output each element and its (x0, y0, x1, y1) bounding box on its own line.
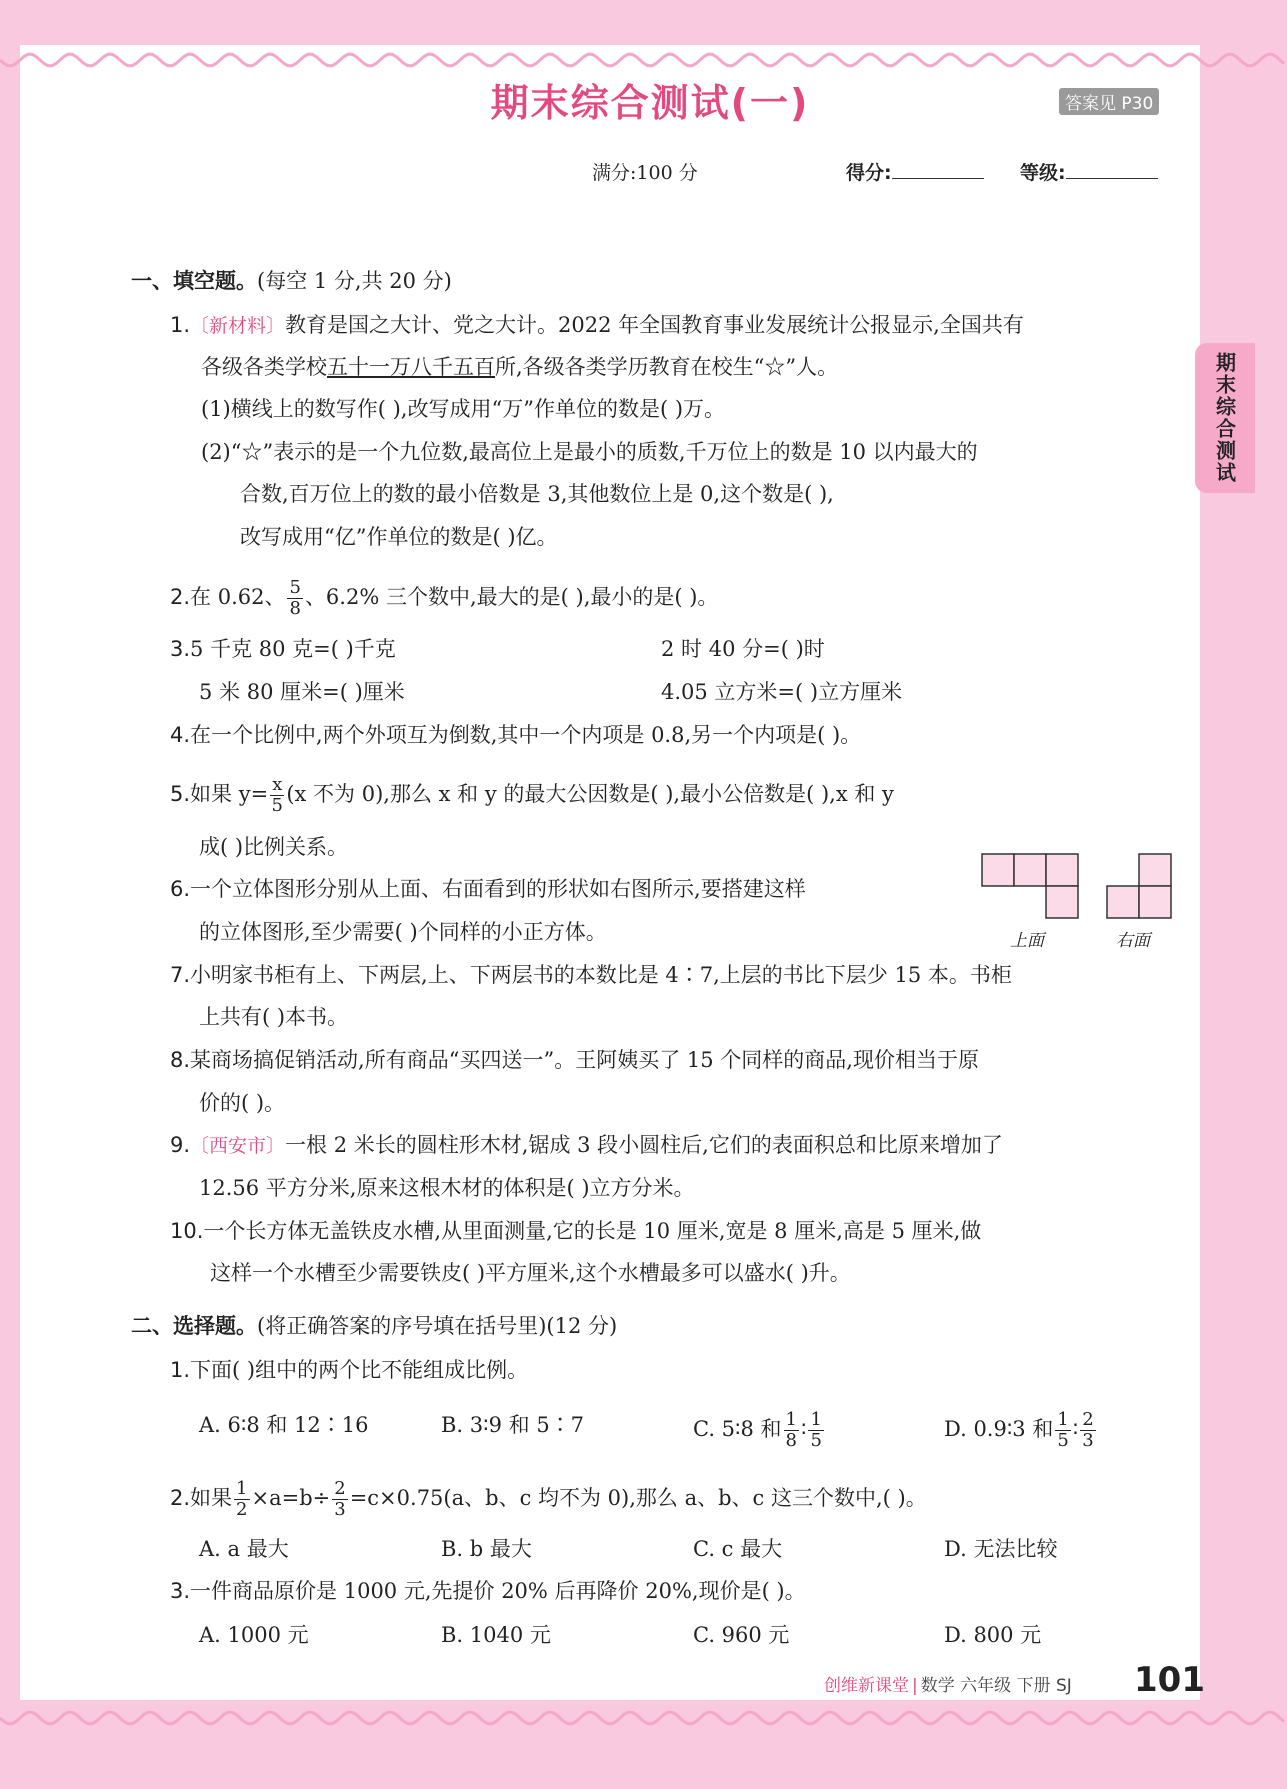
s2-q1-c-frac2 (808, 1410, 823, 1451)
frac-num: 1 (236, 1478, 248, 1499)
s2-q2-frac1 (234, 1479, 249, 1520)
footer-brand: 创维新课堂 (824, 1676, 909, 1696)
q8-line1 (170, 1045, 979, 1075)
q5-frac-den: 5 (271, 795, 283, 816)
grade-label: 等级: (1020, 162, 1066, 184)
section2-heading (131, 1311, 617, 1341)
q2-text-b: 、6.2% 三个数中,最大的是( ),最小的是( )。 (304, 585, 719, 609)
footer-book-info: 数学 六年级 下册 SJ (920, 1676, 1072, 1696)
s2-q1-d-frac2 (1080, 1410, 1095, 1451)
q2-frac-den: 8 (289, 598, 301, 619)
q1-line1 (170, 310, 1024, 341)
s2-q3-option-b: B. 1040 元 (441, 1623, 551, 1647)
q1-sub2-line2: 合数,百万位上的数的最小倍数是 3,其他数位上是 0,这个数是( ), (240, 482, 834, 506)
s2-q3-number: 3. (170, 1579, 191, 1603)
q2-line (170, 578, 718, 619)
right-view-label: 右面 (1116, 931, 1150, 951)
s2-q2-number: 2. (170, 1486, 191, 1510)
s2-q1-c-text: C. 5∶8 和 (693, 1417, 782, 1441)
q1-text-1: 教育是国之大计、党之大计。2022 年全国教育事业发展统计公报显示,全国共有 (285, 313, 1024, 337)
frac-num: 1 (1057, 1409, 1069, 1430)
grade-field (1020, 158, 1158, 185)
q3-item-b1: 5 米 80 厘米=( )厘米 (199, 680, 405, 704)
s2-q1-text: 下面( )组中的两个比不能组成比例。 (190, 1358, 529, 1382)
q9-line2: 12.56 平方分米,原来这根木材的体积是( )立方分米。 (199, 1176, 695, 1200)
s2-q1-number: 1. (170, 1358, 191, 1382)
q5-text-a: 如果 y= (190, 782, 269, 806)
s2-q1-option-c (693, 1410, 826, 1451)
q1-sub2-line1: (2)“☆”表示的是一个九位数,最高位上是最小的质数,千万位上的数是 10 以内最大的 (201, 440, 978, 464)
q1-text-2a: 各级各类学校 (201, 355, 327, 379)
q2-text-a: 在 0.62、 (190, 585, 286, 609)
s2-q3-stem (170, 1576, 806, 1606)
frac-den: 5 (1057, 1430, 1069, 1451)
s2-q3-option-a: A. 1000 元 (199, 1623, 309, 1647)
q2-fraction (287, 578, 302, 619)
q3-item-b2: 4.05 立方米=( )立方厘米 (661, 680, 903, 704)
s2-q2-text-b: ×a=b÷ (251, 1486, 331, 1510)
q6-text-1: 一个立体图形分别从上面、右面看到的形状如右图所示,要搭建这样 (190, 877, 806, 901)
frac-den: 3 (1082, 1430, 1094, 1451)
q1-text-2c: 所,各级各类学历教育在校生“☆”人。 (495, 355, 839, 379)
frac-den: 3 (334, 1499, 346, 1520)
s2-q1-option-b: B. 3∶9 和 5∶7 (441, 1413, 585, 1437)
ratio-colon: ∶ (1072, 1417, 1079, 1441)
section2-note: (将正确答案的序号填在括号里)(12 分) (257, 1314, 618, 1338)
section1-note: (每空 1 分,共 20 分) (257, 269, 452, 293)
section2-title: 二、选择题。 (131, 1314, 257, 1338)
s2-q1-option-d (944, 1410, 1098, 1451)
q5-text-b: (x 不为 0),那么 x 和 y 的最大公因数是( ),最小公倍数是( ),x 和 y (286, 782, 894, 806)
frac-num: 1 (810, 1409, 822, 1430)
q10-number: 10. (170, 1219, 204, 1243)
q3-item-a1: 5 千克 80 克=( )千克 (190, 637, 396, 661)
q1-line2 (201, 352, 838, 382)
frac-den: 8 (785, 1430, 797, 1451)
footer-info (824, 1671, 1072, 1696)
q1-sub2-line3: 改写成用“亿”作单位的数是( )亿。 (240, 525, 558, 549)
right-view-grid (1107, 854, 1171, 918)
s2-q1-d-text: D. 0.9∶3 和 (944, 1417, 1054, 1441)
s2-q2-text-c: =c×0.75(a、b、c 均不为 0),那么 a、b、c 这三个数中,( )。 (349, 1486, 927, 1510)
s2-q2-option-d: D. 无法比较 (944, 1537, 1058, 1561)
q4-text: 在一个比例中,两个外项互为倒数,其中一个内项是 0.8,另一个内项是( )。 (190, 723, 862, 747)
q6-number: 6. (170, 877, 191, 901)
q2-number: 2. (170, 585, 191, 609)
frac-den: 5 (810, 1430, 822, 1451)
s2-q2-option-b: B. b 最大 (441, 1537, 532, 1561)
score-blank (892, 160, 984, 179)
s2-q1-c-frac1 (784, 1410, 799, 1451)
q9-tag: 〔西安市〕 (190, 1135, 286, 1157)
page-number: 101 (1134, 1660, 1205, 1700)
top-view-grid (982, 854, 1078, 918)
q1-tag: 〔新材料〕 (190, 315, 286, 337)
s2-q3-option-d: D. 800 元 (944, 1623, 1042, 1647)
q3-item-a2: 2 时 40 分=( )时 (661, 637, 825, 661)
q5-frac-num: x (272, 774, 283, 795)
s2-q3-text: 一件商品原价是 1000 元,先提价 20% 后再降价 20%,现价是( )。 (190, 1579, 806, 1603)
q5-fraction (270, 775, 284, 816)
q9-text-1: 一根 2 米长的圆柱形木材,锯成 3 段小圆柱后,它们的表面积总和比原来增加了 (285, 1133, 1003, 1157)
q10-text-1: 一个长方体无盖铁皮水槽,从里面测量,它的长是 10 厘米,宽是 8 厘米,高是 5 厘米,做 (203, 1219, 982, 1243)
q1-sub1: (1)横线上的数写作( ),改写成用“万”作单位的数是( )万。 (201, 397, 726, 421)
q7-line1 (170, 960, 1012, 990)
q3-number: 3. (170, 637, 191, 661)
s2-q2-option-c: C. c 最大 (693, 1537, 783, 1561)
q9-number: 9. (170, 1133, 191, 1157)
q5-line2: 成( )比例关系。 (199, 835, 349, 859)
s2-q2-frac2 (332, 1479, 347, 1520)
score-label: 得分: (846, 162, 892, 184)
q7-line2: 上共有( )本书。 (199, 1005, 349, 1029)
q10-line1 (170, 1216, 981, 1246)
section1-heading (131, 266, 452, 296)
q1-number: 1. (170, 313, 191, 337)
frac-num: 1 (785, 1409, 797, 1430)
s2-q1-d-frac1 (1055, 1410, 1070, 1451)
frac-den: 2 (236, 1499, 248, 1520)
q7-number: 7. (170, 963, 191, 987)
page-title: 期末综合测试(一) (490, 81, 810, 125)
q4-number: 4. (170, 723, 191, 747)
frac-num: 2 (334, 1478, 346, 1499)
footer-separator: | (912, 1676, 918, 1696)
q8-text-1: 某商场搞促销活动,所有商品“买四送一”。王阿姨买了 15 个同样的商品,现价相当于原 (190, 1048, 979, 1072)
q3-line1 (170, 634, 396, 664)
q5-line1 (170, 775, 894, 816)
q6-line1 (170, 874, 806, 904)
s2-q2-option-a: A. a 最大 (199, 1537, 289, 1561)
s2-q1-stem (170, 1355, 528, 1385)
top-view-label: 上面 (1010, 931, 1044, 951)
full-score-label: 满分:100 分 (592, 162, 698, 184)
q5-number: 5. (170, 782, 191, 806)
q10-line2: 这样一个水槽至少需要铁皮( )平方厘米,这个水槽最多可以盛水( )升。 (210, 1261, 851, 1285)
s2-q3-option-c: C. 960 元 (693, 1623, 790, 1647)
s2-q1-option-a: A. 6∶8 和 12∶16 (199, 1413, 369, 1437)
frac-num: 2 (1082, 1409, 1094, 1430)
score-field (846, 158, 984, 185)
q4-line (170, 720, 861, 750)
q1-underlined-number: 五十一万八千五百 (327, 355, 495, 379)
q6-line2: 的立体图形,至少需要( )个同样的小正方体。 (199, 920, 607, 944)
ratio-colon: ∶ (801, 1417, 807, 1441)
q8-line2: 价的( )。 (199, 1091, 286, 1115)
q8-number: 8. (170, 1048, 191, 1072)
q2-frac-num: 5 (289, 577, 301, 598)
side-section-tab: 期末综合测试 (1195, 343, 1255, 493)
section1-title: 一、填空题。 (131, 269, 257, 293)
grade-blank (1066, 160, 1158, 179)
s2-q2-stem (170, 1479, 927, 1520)
q9-line1 (170, 1130, 1003, 1161)
s2-q2-text-a: 如果 (190, 1486, 233, 1510)
q6-views-figure (980, 852, 1175, 924)
answer-reference-badge: 答案见 P30 (1059, 88, 1159, 115)
q7-text-1: 小明家书柜有上、下两层,上、下两层书的本数比是 4∶7,上层的书比下层少 15 本。书柜 (190, 963, 1012, 987)
